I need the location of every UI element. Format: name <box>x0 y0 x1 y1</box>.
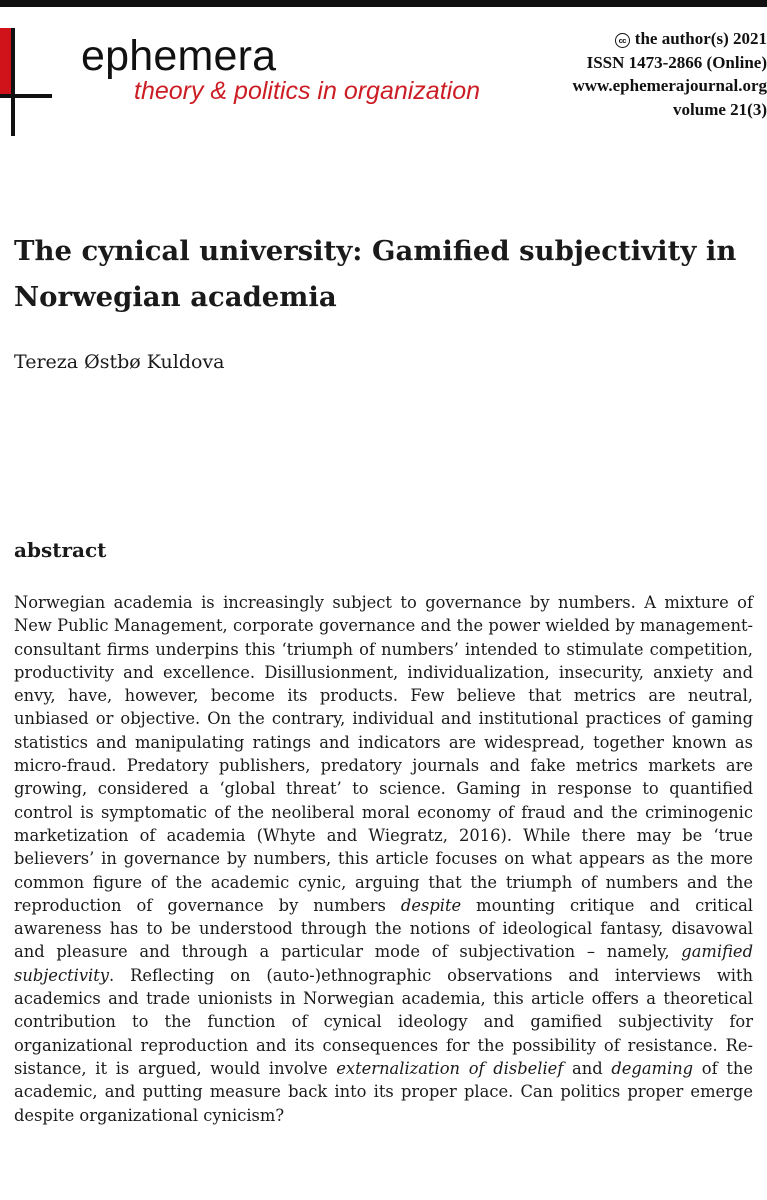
abstract-text: mounting critique and critical awareness has to be understood through the notions of ideological fantasy, disavowal and pleasure and through a particular mode of subjectivation – namely, <box>14 895 753 962</box>
abstract-emphasis: gamified subjectivity <box>14 942 753 985</box>
abstract-text: Norwegian academia is increasingly subject to governance by numbers. A mixture of New Public Management, corporate governance and the power wielded by management-consultant firms underpins this ‘triumph of numbers’ intended to stimulate competition, productivity and excellence. Disillusionment, individualization, insecurity, anxiety and envy, have, however, become its products. Few believe that metrics are neutral, unbiased or objective. On the contrary, individual and institutional practices of gaming statistics and manipulating ratings and indicators are widespread, together known as micro-fraud. Predatory publishers, predatory journals and fake metrics markets are growing, considered a ‘global threat’ to science. Gaming in response to quantified control is symptomatic of the neoliberal moral economy of fraud and the criminogenic marketization of academia (Whyte and Wiegratz, 2016). While there may be ‘true believers’ in governance by numbers, this article focuses on what appears as the more common figure of the academic cynic, arguing that the triumph of numbers and the reproduction of governance by numbers <box>14 593 753 915</box>
abstract-text: . Reflecting on (auto-)ethnographic observations and interviews with academics and trade unionists in Norwegian academia, this article offers a theoretical contribution to the function of cynical ideology and gamified subjectivity for organizational reproduction and its consequences for the possibility of resistance. Resistance, it is argued, would involve <box>14 965 753 1078</box>
volume-text: volume 21(3) <box>673 99 767 119</box>
abstract-emphasis: despite <box>400 895 462 915</box>
logo-red-bar <box>0 28 11 98</box>
copyright-line <box>572 27 767 51</box>
issn-text: ISSN 1473-2866 (Online) <box>586 52 767 72</box>
top-rule <box>0 0 767 7</box>
publication-meta <box>572 27 767 121</box>
article-author: Tereza Østbø Kuldova <box>14 351 225 373</box>
logo-horizontal-line <box>0 94 52 98</box>
journal-tagline: theory & politics in organization <box>134 77 481 105</box>
creative-commons-icon: cc <box>615 33 630 48</box>
abstract-text: and <box>563 1058 612 1078</box>
copyright-text: the author(s) 2021 <box>634 29 767 48</box>
journal-name: ephemera <box>81 32 277 80</box>
abstract-body <box>14 591 753 1127</box>
abstract-emphasis: externalization of disbelief <box>336 1058 564 1078</box>
website-link[interactable]: www.ephemerajournal.org <box>572 76 767 95</box>
abstract-heading: abstract <box>14 538 107 562</box>
article-title: The cynical university: Gamified subjectivity in Norwegian academia <box>14 235 737 313</box>
abstract-emphasis: degaming <box>611 1058 694 1078</box>
abstract-text: of the academic, and putting measure back into its proper place. Can politics proper emerge despite organizational cynicism? <box>14 1058 753 1125</box>
logo-vertical-line <box>11 28 15 136</box>
